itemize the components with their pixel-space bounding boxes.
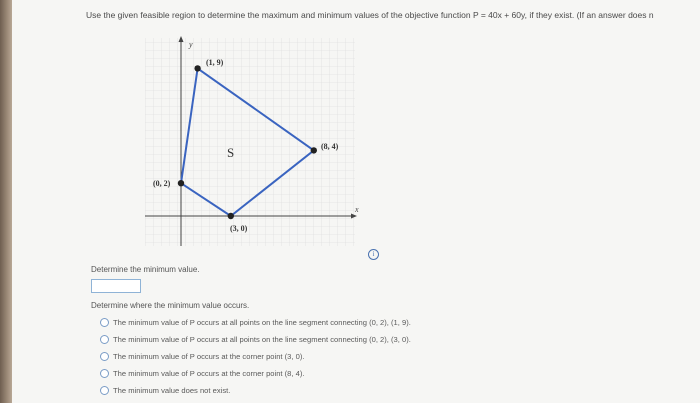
option-label: The minimum value of P occurs at the corner point (8, 4). bbox=[113, 369, 305, 378]
vertex-label-8-4: (8, 4) bbox=[321, 142, 339, 151]
background-edge bbox=[0, 0, 12, 403]
minimum-location-prompt: Determine where the minimum value occurs. bbox=[91, 301, 250, 310]
vertex-point-8-4 bbox=[311, 147, 317, 153]
y-axis-label: y bbox=[189, 40, 193, 49]
option-segment-0-2-3-0[interactable] bbox=[100, 335, 411, 344]
option-segment-0-2-1-9[interactable] bbox=[100, 318, 411, 327]
region-label: S bbox=[227, 145, 235, 160]
option-label: The minimum value of P occurs at all points on the line segment connecting (0, 2), (3, 0). bbox=[113, 335, 411, 344]
radio-button[interactable] bbox=[100, 369, 109, 378]
option-corner-8-4[interactable] bbox=[100, 369, 304, 378]
option-label: The minimum value of P occurs at the corner point (3, 0). bbox=[113, 352, 305, 361]
radio-button[interactable] bbox=[100, 335, 109, 344]
question-text: Use the given feasible region to determine the maximum and minimum values of the objective function P = 40x + 60y, if they exist. (If an answer does n bbox=[86, 10, 654, 20]
option-label: The minimum value does not exist. bbox=[113, 386, 231, 395]
vertex-point-1-9 bbox=[194, 65, 200, 71]
feasible-region-graph bbox=[137, 34, 367, 254]
radio-button[interactable] bbox=[100, 318, 109, 327]
option-label: The minimum value of P occurs at all points on the line segment connecting (0, 2), (1, 9). bbox=[113, 318, 411, 327]
vertex-label-3-0: (3, 0) bbox=[230, 224, 248, 233]
option-corner-3-0[interactable] bbox=[100, 352, 304, 361]
question-page bbox=[12, 0, 700, 403]
vertex-point-0-2 bbox=[178, 180, 184, 186]
radio-button[interactable] bbox=[100, 386, 109, 395]
vertex-label-1-9: (1, 9) bbox=[206, 58, 224, 67]
option-does-not-exist[interactable] bbox=[100, 386, 230, 395]
info-icon[interactable]: i bbox=[368, 249, 379, 260]
minimum-value-input[interactable] bbox=[91, 279, 141, 293]
vertex-point-3-0 bbox=[228, 213, 234, 219]
minimum-value-prompt: Determine the minimum value. bbox=[91, 265, 200, 274]
radio-button[interactable] bbox=[100, 352, 109, 361]
vertex-label-0-2: (0, 2) bbox=[153, 179, 171, 188]
x-axis-label: x bbox=[355, 205, 359, 214]
